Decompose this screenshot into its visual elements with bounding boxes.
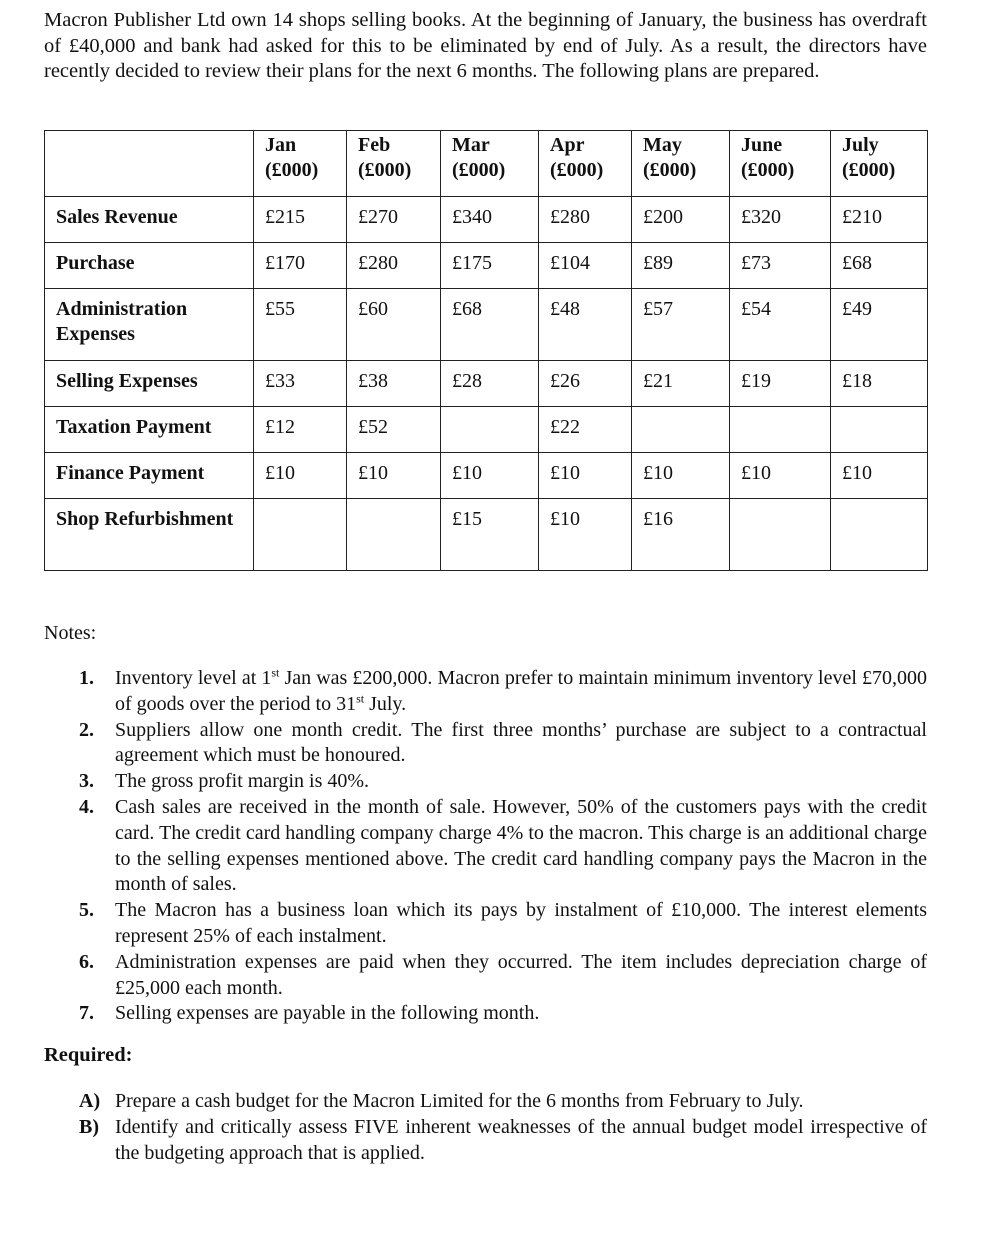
- list-item: [79, 769, 927, 795]
- note-text: Selling expenses are payable in the following month.: [115, 1002, 540, 1025]
- list-item: [79, 1001, 927, 1027]
- note-text: The Macron has a business loan which its pays by instalment of £10,000. The interest elements represent 25% of each instalment.: [115, 899, 927, 947]
- unit-label: (£000): [452, 159, 506, 181]
- table-cell: £15: [441, 499, 539, 571]
- table-cell: £200: [632, 197, 730, 243]
- table-cell: £175: [441, 243, 539, 289]
- row-label: Selling Expenses: [45, 361, 254, 407]
- table-cell: £21: [632, 361, 730, 407]
- table-cell: £10: [730, 453, 831, 499]
- table-cell: £10: [441, 453, 539, 499]
- notes-list: [79, 666, 927, 1027]
- note-text: Inventory level at 1: [115, 667, 272, 689]
- table-cell: £68: [831, 243, 928, 289]
- table-cell: £19: [730, 361, 831, 407]
- table-cell: £22: [539, 407, 632, 453]
- row-label: Purchase: [45, 243, 254, 289]
- row-label: Shop Refurbishment: [45, 499, 254, 571]
- table-cell: £10: [347, 453, 441, 499]
- unit-label: (£000): [643, 159, 697, 181]
- note-text: Administration expenses are paid when they occurred. The item includes depreciation charge of £25,000 each month.: [115, 950, 927, 999]
- header-cell: [347, 131, 441, 197]
- table-cell: £26: [539, 361, 632, 407]
- table-cell: £68: [441, 289, 539, 361]
- item-number: 1.: [79, 667, 94, 689]
- list-item: [79, 795, 927, 898]
- header-cell: [831, 131, 928, 197]
- table-cell: [441, 407, 539, 453]
- table-cell: £12: [254, 407, 347, 453]
- superscript: st: [271, 665, 280, 680]
- table-cell: £10: [831, 453, 928, 499]
- table-cell: [347, 499, 441, 571]
- unit-label: (£000): [842, 159, 896, 181]
- list-item: [79, 1115, 927, 1167]
- table-cell: [831, 499, 928, 571]
- table-row-shop-refurbishment: [45, 499, 928, 571]
- table-cell: £48: [539, 289, 632, 361]
- list-item: [79, 1089, 927, 1115]
- month-label: Jan: [265, 134, 297, 156]
- table-cell: [831, 407, 928, 453]
- budget-plan-table: [44, 130, 928, 571]
- item-letter: A): [79, 1090, 101, 1112]
- table-cell: £10: [254, 453, 347, 499]
- table-row-sales-revenue: [45, 197, 928, 243]
- note-text: July.: [364, 692, 407, 715]
- table-row-administration-expenses: [45, 289, 928, 361]
- month-label: May: [643, 134, 682, 156]
- item-number: 2.: [79, 718, 94, 741]
- note-text: Jan was £200,000. Macron prefer to maintain minimum inventory level £70,000 of goods over the period to 31: [115, 667, 927, 715]
- header-empty-cell: [45, 131, 254, 197]
- month-label: Mar: [452, 134, 490, 156]
- table-cell: £170: [254, 243, 347, 289]
- row-label: Administration Expenses: [45, 289, 254, 361]
- item-letter: B): [79, 1115, 99, 1138]
- table-cell: £16: [632, 499, 730, 571]
- list-item: [79, 666, 927, 718]
- table-cell: £10: [539, 453, 632, 499]
- item-number: 4.: [79, 795, 94, 818]
- header-cell: [539, 131, 632, 197]
- required-heading: Required:: [44, 1044, 133, 1066]
- table-cell: £10: [539, 499, 632, 571]
- note-text: The gross profit margin is 40%.: [115, 770, 370, 793]
- table-row-selling-expenses: [45, 361, 928, 407]
- header-cell: [254, 131, 347, 197]
- table-cell: £270: [347, 197, 441, 243]
- table-cell: £89: [632, 243, 730, 289]
- table-cell: £54: [730, 289, 831, 361]
- table-row-taxation-payment: [45, 407, 928, 453]
- notes-heading: Notes:: [44, 622, 97, 644]
- table-cell: £38: [347, 361, 441, 407]
- header-cell: [441, 131, 539, 197]
- list-item: [79, 950, 927, 1002]
- row-label: Taxation Payment: [45, 407, 254, 453]
- intro-paragraph: Macron Publisher Ltd own 14 shops selling books. At the beginning of January, the business has overdraft of £40,000 and bank had asked for this to be eliminated by end of July. As a result, the directors have recently decided to review their plans for the next 6 months. The following plans are prepared.: [44, 9, 927, 83]
- header-cell: [632, 131, 730, 197]
- table-cell: £73: [730, 243, 831, 289]
- table-cell: £104: [539, 243, 632, 289]
- table-row-finance-payment: [45, 453, 928, 499]
- note-text: Cash sales are received in the month of sale. However, 50% of the customers pays with the credit card. The credit card handling company charge 4% to the macron. This charge is an additional charge to the selling expenses mentioned above. The credit card handling company pays the Macron in the month of sales.: [115, 795, 927, 896]
- table-cell: [254, 499, 347, 571]
- table-cell: £215: [254, 197, 347, 243]
- month-label: Apr: [550, 134, 585, 156]
- row-label: Finance Payment: [45, 453, 254, 499]
- table-cell: £49: [831, 289, 928, 361]
- item-number: 7.: [79, 1002, 94, 1025]
- list-item: [79, 898, 927, 950]
- table-cell: £280: [347, 243, 441, 289]
- table-cell: £52: [347, 407, 441, 453]
- unit-label: (£000): [358, 159, 412, 181]
- table-cell: [632, 407, 730, 453]
- unit-label: (£000): [741, 159, 795, 181]
- unit-label: (£000): [265, 159, 319, 181]
- table-header-row: [45, 131, 928, 197]
- table-cell: £18: [831, 361, 928, 407]
- item-number: 6.: [79, 950, 94, 973]
- table-cell: £60: [347, 289, 441, 361]
- table-cell: £280: [539, 197, 632, 243]
- table-cell: [730, 499, 831, 571]
- superscript: st: [356, 691, 365, 706]
- item-number: 3.: [79, 770, 94, 793]
- header-cell: [730, 131, 831, 197]
- month-label: Feb: [358, 134, 391, 156]
- table-cell: £57: [632, 289, 730, 361]
- unit-label: (£000): [550, 159, 604, 181]
- table-cell: £340: [441, 197, 539, 243]
- required-list: [79, 1089, 927, 1166]
- table-cell: £320: [730, 197, 831, 243]
- note-text: Suppliers allow one month credit. The first three months’ purchase are subject to a contractual agreement which must be honoured.: [115, 718, 927, 767]
- item-number: 5.: [79, 899, 94, 922]
- month-label: July: [842, 134, 879, 156]
- table-cell: £28: [441, 361, 539, 407]
- table-cell: £55: [254, 289, 347, 361]
- table-row-purchase: [45, 243, 928, 289]
- table-cell: [730, 407, 831, 453]
- list-item: [79, 718, 927, 770]
- month-label: June: [741, 134, 783, 156]
- required-text: Prepare a cash budget for the Macron Limited for the 6 months from February to July.: [115, 1090, 804, 1112]
- table-cell: £33: [254, 361, 347, 407]
- required-text: Identify and critically assess FIVE inherent weaknesses of the annual budget model irrespective of the budgeting approach that is applied.: [115, 1115, 927, 1164]
- table-cell: £10: [632, 453, 730, 499]
- row-label: Sales Revenue: [45, 197, 254, 243]
- table-cell: £210: [831, 197, 928, 243]
